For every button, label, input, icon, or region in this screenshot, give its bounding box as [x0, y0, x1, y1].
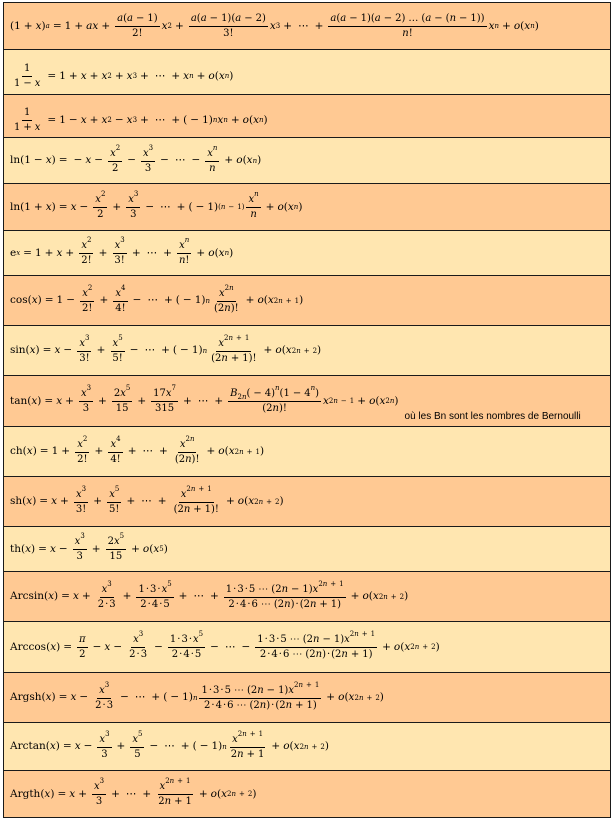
fraction: $\frac{x^n}{n!}$ [178, 236, 190, 266]
fraction: $\frac{x^3}{2\cdot 3}$ [129, 630, 148, 660]
fraction: $\frac{1\cdot 3\cdot 5 \cdots (2n - 1)x^{2n + 1}}{2\cdot 4\cdot 6 \cdots (2n)\cdot(2n + 1)}$ [225, 579, 344, 610]
fraction: $\frac{x^2}{2}$ [110, 143, 121, 174]
fraction: $\frac{17x^7}{315}$ [153, 384, 176, 414]
fraction: $\frac{x^3}{2\cdot 3}$ [97, 579, 116, 610]
fraction: $\frac{x^{2n + 1}}{(2n + 1)!}$ [173, 484, 219, 515]
formula-cell [4, 427, 611, 477]
fraction: $\frac{x^{2n + 1}}{2n + 1}$ [158, 777, 192, 807]
fraction: $\frac{2x^5}{15}$ [107, 532, 125, 562]
fraction: $\frac{x^3}{3}$ [74, 532, 85, 562]
formula-sin: sin ( x ) = x − $\frac{x^3}{3!}$ + $\frac{x^5}{5!}$ − ⋯ + ( − 1) n $x^{2n + 1}$ (2n + 1)! + o ( x 2n + 2 ) [10, 333, 322, 364]
fraction: $\frac{x^3}{3}$ [80, 384, 92, 414]
fraction: $\frac{x^5}{5}$ [132, 729, 143, 760]
fraction: $\frac{1\cdot 3\cdot x^5}{2\cdot 4\cdot 5}$ [169, 630, 204, 660]
formula-row-exp [4, 231, 611, 276]
formula-row-tan [4, 376, 611, 427]
formula-ch: ch ( x ) = 1 + $\frac{x^2}{2!}$ + $\frac{x^4}{4!}$ + ⋯ + $\frac{x^{2n}}{(2n)!}$ + o ( x 2n + 1 ) [10, 434, 265, 465]
formula-arccos: Arccos ( x ) = $\frac{\pi}{2}$ − x − $\frac{x^3}{2\cdot 3}$ − $\frac{1\cdot 3\cdot x^5}{2\cdot 4\cdot 5}$ − ⋯ − $\frac{1\cdot 3\cdot 5 \cdots (2n - 1)x^{2n + 1}}{2\cdot 4\cdot 6 \cdots (2n)\cdot(2n + 1)}$ + o ( x 2n + 2 ) [10, 630, 440, 660]
formula-cell [4, 138, 611, 184]
fraction: $\frac{x^3}{3!}$ [114, 236, 125, 266]
formula-cell [4, 622, 611, 673]
formula-row-sh [4, 477, 611, 527]
formula-row-arcsin [4, 572, 611, 622]
fraction: $\frac{a(a - 1)(a - 2) \dots (a - (n - 1))}{n!}$ [330, 12, 485, 39]
fraction: $\frac{x^3}{3!}$ [79, 333, 90, 364]
formula-row-argth [4, 771, 611, 818]
fraction: $x^n$ n [248, 190, 259, 220]
formula-ln-1-plus-x: ln (1 + x ) = x − $\frac{x^2}{2}$ + $\frac{x^3}{3}$ − ⋯ + ( − 1) (n − 1) $x^n$ n + o ( x n ) [10, 190, 303, 220]
fraction: $x^{2n}$ (2n)! [213, 283, 239, 314]
formula-row-ln-1-plus-x [4, 184, 611, 231]
bernoulli-note: où les Bn sont les nombres de Bernoulli [404, 411, 581, 422]
fraction: $\frac{\pi}{2}$ [79, 633, 86, 660]
fraction: $\frac{x^3}{3}$ [128, 190, 139, 220]
fraction: $\frac{x^2}{2}$ [95, 190, 106, 220]
formula-inv-1-plus-x: $\frac{1}{1 + x}$ = 1 − x + x 2 − x 3 + ⋯ + ( − 1) n x n + o ( x n ) [14, 106, 268, 133]
formula-th: th ( x ) = x − $\frac{x^3}{3}$ + $\frac{2x^5}{15}$ + o ( x 5 ) [10, 532, 168, 562]
fraction: $\frac{1\cdot 3\cdot x^5}{2\cdot 4\cdot 5}$ [138, 579, 172, 610]
fraction: $\frac{x^{2n}}{(2n)!}$ [174, 434, 200, 465]
formula-cell [4, 477, 611, 527]
formula-cell [4, 231, 611, 276]
fraction: $\frac{2x^5}{15}$ [113, 384, 131, 414]
formula-row-inv-1-plus-x [4, 95, 611, 138]
formula-row-ln-1-minus-x [4, 138, 611, 184]
fraction: $x^{2n + 1}$ (2n + 1)! [211, 333, 257, 364]
fraction: $\frac{1}{1 - x}$ [14, 62, 41, 89]
fraction: $\frac{x^2}{2!}$ [81, 236, 92, 266]
formula-cell [4, 276, 611, 326]
fraction: $\frac{x^2}{2!}$ [77, 434, 88, 465]
fraction: 1·3·5 ⋯ $(2n - 1)x^{2n + 1}$ 2·4·6 ⋯ (2n)·(2n + 1) [201, 680, 320, 711]
fraction: $\frac{x^n}{n}$ [207, 143, 218, 174]
formula-row-power [4, 3, 611, 50]
formula-row-argsh [4, 673, 611, 723]
formula-cell [4, 184, 611, 231]
fraction: $\frac{x^3}{3}$ [143, 143, 154, 174]
fraction: $\frac{x^3}{2\cdot 3}$ [95, 680, 114, 711]
formula-row-cos [4, 276, 611, 326]
formula-arctan: Arctan ( x ) = x − $\frac{x^3}{3}$ + $\frac{x^5}{5}$ − ⋯ + ( − 1) n $x^{2n + 1}$ 2n + 1 + o ( x 2n + 2 ) [10, 729, 329, 760]
fraction: $\frac{a(a - 1)(a - 2)}{3!}$ [190, 12, 266, 39]
fraction: $\frac{x^3}{3!}$ [75, 484, 87, 515]
formula-cell [4, 572, 611, 622]
formula-exp: e x = 1 + x + $\frac{x^2}{2!}$ + $\frac{x^3}{3!}$ + ⋯ + $\frac{x^n}{n!}$ + o ( x n ) [10, 236, 234, 266]
formula-row-th [4, 527, 611, 572]
fraction: $\frac{x^3}{3}$ [94, 777, 105, 807]
formula-cell [4, 723, 611, 771]
fraction: $\frac{1\cdot 3\cdot 5 \cdots (2n - 1)x^{2n + 1}}{2\cdot 4\cdot 6 \cdots (2n)\cdot(2n + 1)}$ [257, 630, 376, 660]
formula-row-arccos [4, 622, 611, 673]
formula-arcsin: Arcsin ( x ) = x + $\frac{x^3}{2\cdot 3}$ + $\frac{1\cdot 3\cdot x^5}{2\cdot 4\cdot 5}$ + ⋯ + $\frac{1\cdot 3\cdot 5 \cdots (2n - 1)x^{2n + 1}}{2\cdot 4\cdot 6 \cdots (2n)\cdot(2n + 1)}$ + o ( x 2n + 2 ) [10, 579, 409, 610]
formula-cell [4, 50, 611, 95]
formula-tan: tan ( x ) = x + $\frac{x^3}{3}$ + $\frac{2x^5}{15}$ + $\frac{17x^7}{315}$ + ⋯ + $\frac{B_{2n}( - 4)^n(1 - 4^n)}{(2n)!}$ x 2n − 1 + o ( x 2n ) où les Bn sont les nombres de Bernoulli [10, 384, 581, 422]
fraction: $\frac{a(a - 1)}{2!}$ [117, 12, 158, 39]
fraction: $x^{2n + 1}$ 2n + 1 [230, 729, 265, 760]
formula-cell [4, 326, 611, 376]
formula-cell [4, 376, 611, 427]
formula-argth: Argth ( x ) = x + $\frac{x^3}{3}$ + ⋯ + $\frac{x^{2n + 1}}{2n + 1}$ + o ( x 2n + 2 ) [10, 777, 257, 807]
fraction: $\frac{x^5}{5!}$ [112, 333, 123, 364]
fraction: $\frac{1}{1 + x}$ [14, 106, 41, 133]
formula-row-inv-1-minus-x [4, 50, 611, 95]
formula-row-arctan [4, 723, 611, 771]
formula-inv-1-minus-x: $\frac{1}{1 - x}$ = 1 + x + x 2 + x 3 + ⋯ + x n + o ( x n ) [14, 62, 234, 89]
formula-cell [4, 527, 611, 572]
formula-ln-1-minus-x: ln (1 − x ) = − x − $\frac{x^2}{2}$ − $\frac{x^3}{3}$ − ⋯ − $\frac{x^n}{n}$ + o ( x n ) [10, 143, 262, 174]
formula-cos: cos ( x ) = 1 − $\frac{x^2}{2!}$ + $\frac{x^4}{4!}$ − ⋯ + ( − 1) n $x^{2n}$ (2n)! + o ( x 2n + 1 ) [10, 283, 304, 314]
formula-cell [4, 771, 611, 818]
fraction: $\frac{x^2}{2!}$ [82, 283, 93, 314]
formula-sh: sh ( x ) = x + $\frac{x^3}{3!}$ + $\frac{x^5}{5!}$ + ⋯ + $\frac{x^{2n + 1}}{(2n + 1)!}$ + o ( x 2n + 2 ) [10, 484, 284, 515]
formula-cell [4, 95, 611, 138]
fraction: $\frac{x^3}{3}$ [99, 729, 110, 760]
fraction: $\frac{B_{2n}( - 4)^n(1 - 4^n)}{(2n)!}$ [230, 384, 319, 414]
formula-row-sin [4, 326, 611, 376]
fraction: $\frac{x^4}{4!}$ [110, 434, 121, 465]
formula-cell [4, 3, 611, 50]
fraction: $\frac{x^5}{5!}$ [109, 484, 120, 515]
formula-cell [4, 673, 611, 723]
formula-row-ch [4, 427, 611, 477]
taylor-series-table [3, 2, 611, 818]
fraction: $\frac{x^4}{4!}$ [115, 283, 126, 314]
formula-power: (1 + x ) a = 1 + a x + $\frac{a(a - 1)}{2!}$ x 2 + $\frac{a(a - 1)(a - 2)}{3!}$ x 3 + ⋯ + $\frac{a(a - 1)(a - 2) \dots (a - (n - 1))}{n!}$ x n + o ( x n ) [10, 12, 539, 39]
formula-argsh: Argsh ( x ) = x − $\frac{x^3}{2\cdot 3}$ − ⋯ + ( − 1) n 1·3·5 ⋯ $(2n - 1)x^{2n + 1}$ 2·4·6 ⋯ (2n)·(2n + 1) + o ( x 2n + 2 ) [10, 680, 384, 711]
